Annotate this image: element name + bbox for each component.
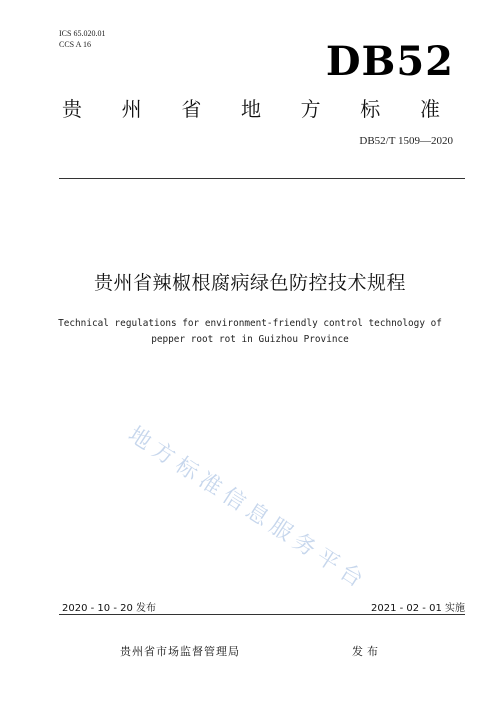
ics-code: ICS 65.020.01 [59, 29, 106, 38]
standard-type-char: 标 [360, 97, 381, 121]
header-divider [59, 178, 465, 179]
document-title-en [40, 316, 460, 348]
publisher: 贵州省市场监督管理局 [120, 645, 240, 658]
standard-type-char: 贵 [62, 97, 82, 121]
standard-type-char: 方 [300, 97, 321, 121]
standard-number: DB52/T 1509—2020 [359, 135, 453, 147]
standard-type-char: 准 [419, 97, 440, 121]
standard-type-char: 地 [240, 97, 261, 121]
ccs-code: CCS A 16 [59, 40, 92, 49]
document-title-cn: 贵州省辣椒根腐病绿色防控技术规程 [93, 272, 406, 294]
release-label: 发布 [352, 645, 382, 658]
issue-date: 2020 - 10 - 20 发布 [62, 603, 157, 614]
standard-type-char: 州 [121, 97, 142, 121]
classification-codes [59, 28, 105, 50]
footer-divider [59, 614, 465, 615]
title-en-line-1: Technical regulations for environment-friendly control technology of [58, 318, 442, 329]
db52-logo: DB52 [325, 38, 454, 85]
title-en-line-2: pepper root rot in Guizhou Province [151, 334, 349, 345]
standard-type-heading [62, 96, 440, 122]
implement-date: 2021 - 02 - 01 实施 [370, 603, 465, 614]
watermark: 地方标准信息服务平台 [123, 422, 373, 596]
standard-type-char: 省 [181, 97, 202, 121]
